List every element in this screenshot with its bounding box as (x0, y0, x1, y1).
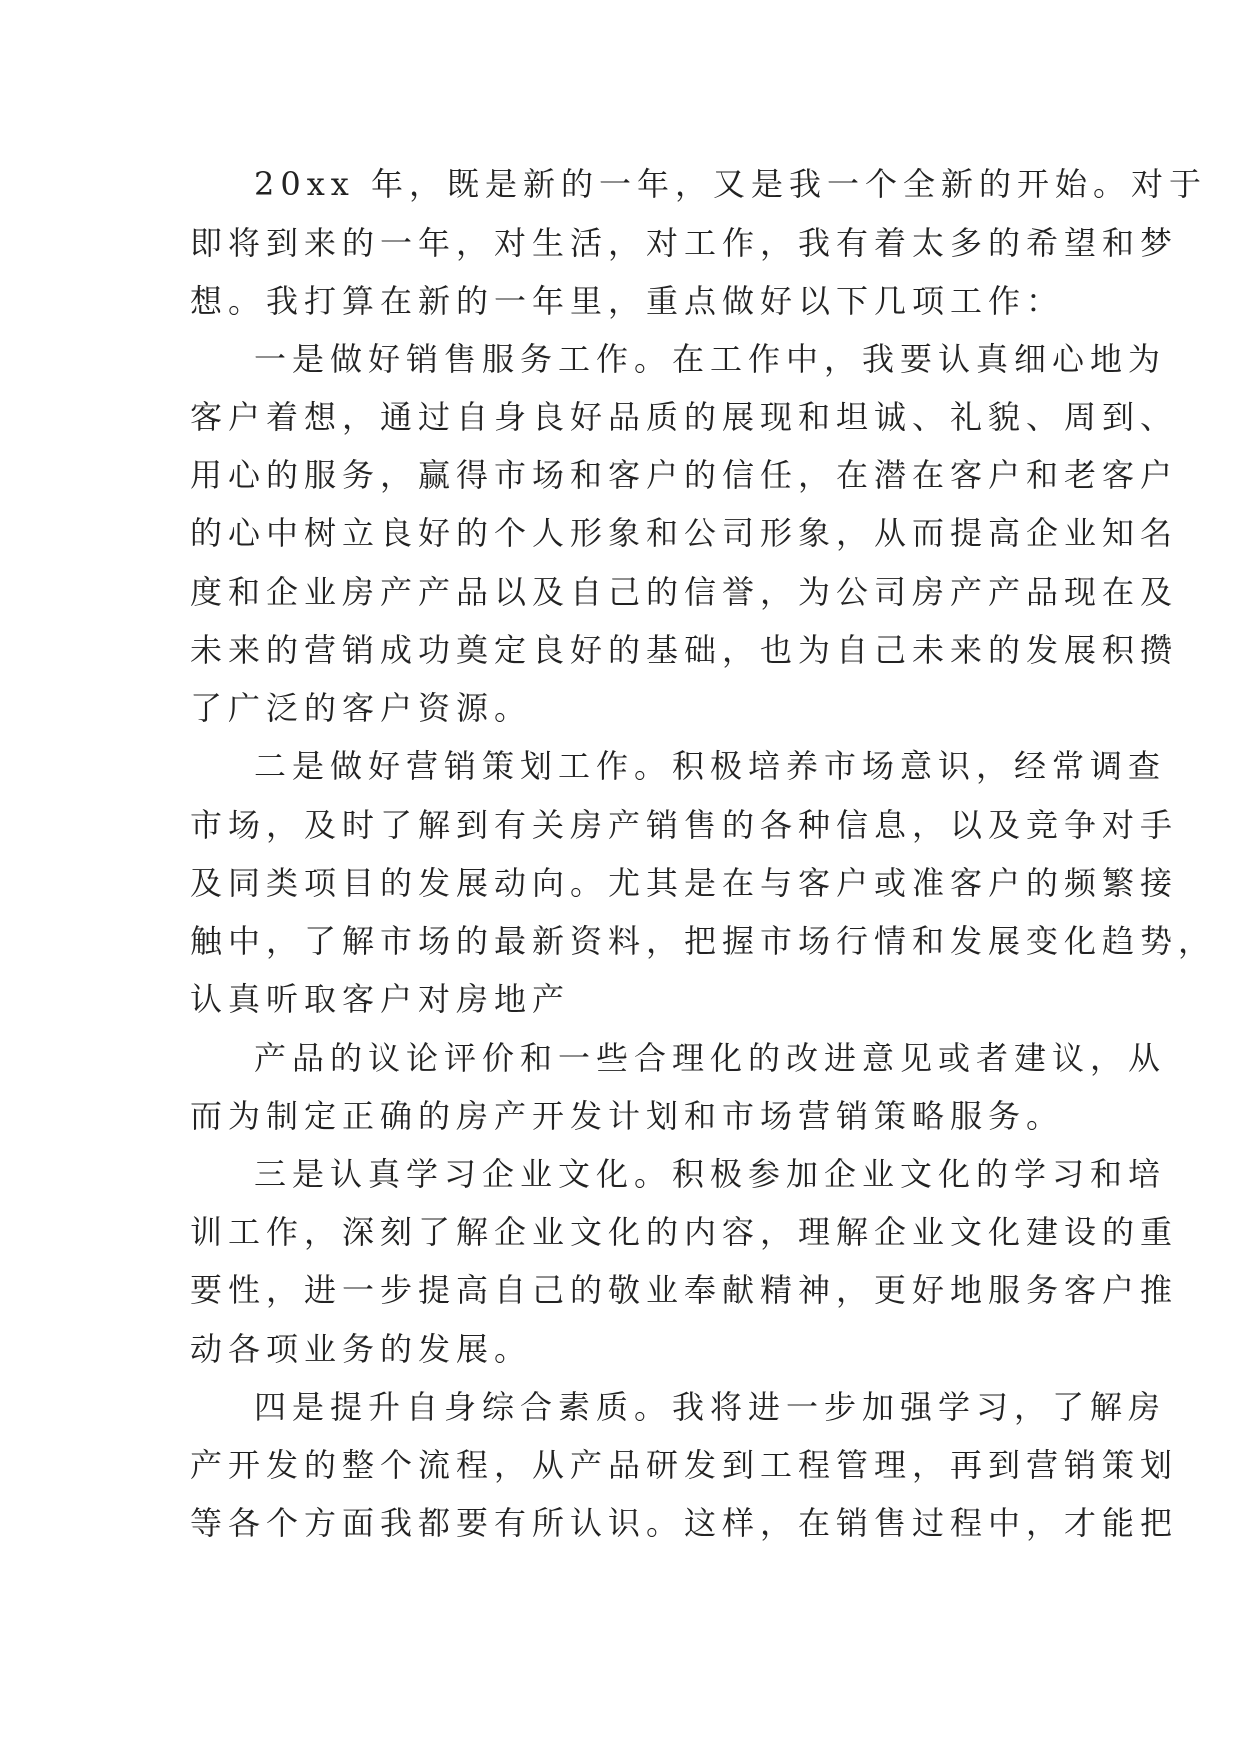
text-line: 市场，及时了解到有关房产销售的各种信息，以及竞争对手 (190, 806, 1179, 844)
text-line: 产品的议论评价和一些合理化的改进意见或者建议，从 (254, 1039, 1167, 1077)
text-line: 20xx 年，既是新的一年，又是我一个全新的开始。对于 (254, 165, 1207, 203)
text-line: 及同类项目的发展动向。尤其是在与客户或准客户的频繁接 (190, 864, 1179, 902)
text-line: 等各个方面我都要有所认识。这样，在销售过程中，才能把 (190, 1504, 1179, 1542)
text-line: 度和企业房产产品以及自己的信誉，为公司房产产品现在及 (190, 573, 1179, 611)
text-line: 三是认真学习企业文化。积极参加企业文化的学习和培 (254, 1155, 1167, 1193)
text-line: 四是提升自身综合素质。我将进一步加强学习，了解房 (254, 1388, 1167, 1426)
text-line: 一是做好销售服务工作。在工作中，我要认真细心地为 (254, 340, 1167, 378)
text-line: 客户着想，通过自身良好品质的展现和坦诚、礼貌、周到、 (190, 398, 1179, 436)
text-line: 要性，进一步提高自己的敬业奉献精神，更好地服务客户推 (190, 1271, 1179, 1309)
text-line: 即将到来的一年，对生活，对工作，我有着太多的希望和梦 (190, 224, 1179, 262)
text-line: 动各项业务的发展。 (190, 1330, 533, 1368)
text-line: 用心的服务，赢得市场和客户的信任，在潜在客户和老客户 (190, 456, 1179, 494)
text-line: 训工作，深刻了解企业文化的内容，理解企业文化建设的重 (190, 1213, 1179, 1251)
text-line: 未来的营销成功奠定良好的基础，也为自己未来的发展积攒 (190, 631, 1179, 669)
text-line: 二是做好营销策划工作。积极培养市场意识，经常调查 (254, 747, 1167, 785)
text-line: 了广泛的客户资源。 (190, 689, 533, 727)
text-line: 触中，了解市场的最新资料，把握市场行情和发展变化趋势， (190, 922, 1217, 960)
text-line: 产开发的整个流程，从产品研发到工程管理，再到营销策划 (190, 1446, 1179, 1484)
text-line: 想。我打算在新的一年里，重点做好以下几项工作： (190, 282, 1065, 320)
text-line: 而为制定正确的房产开发计划和市场营销策略服务。 (190, 1097, 1065, 1135)
text-line: 认真听取客户对房地产 (190, 980, 571, 1018)
text-line: 的心中树立良好的个人形象和公司形象，从而提高企业知名 (190, 514, 1179, 552)
